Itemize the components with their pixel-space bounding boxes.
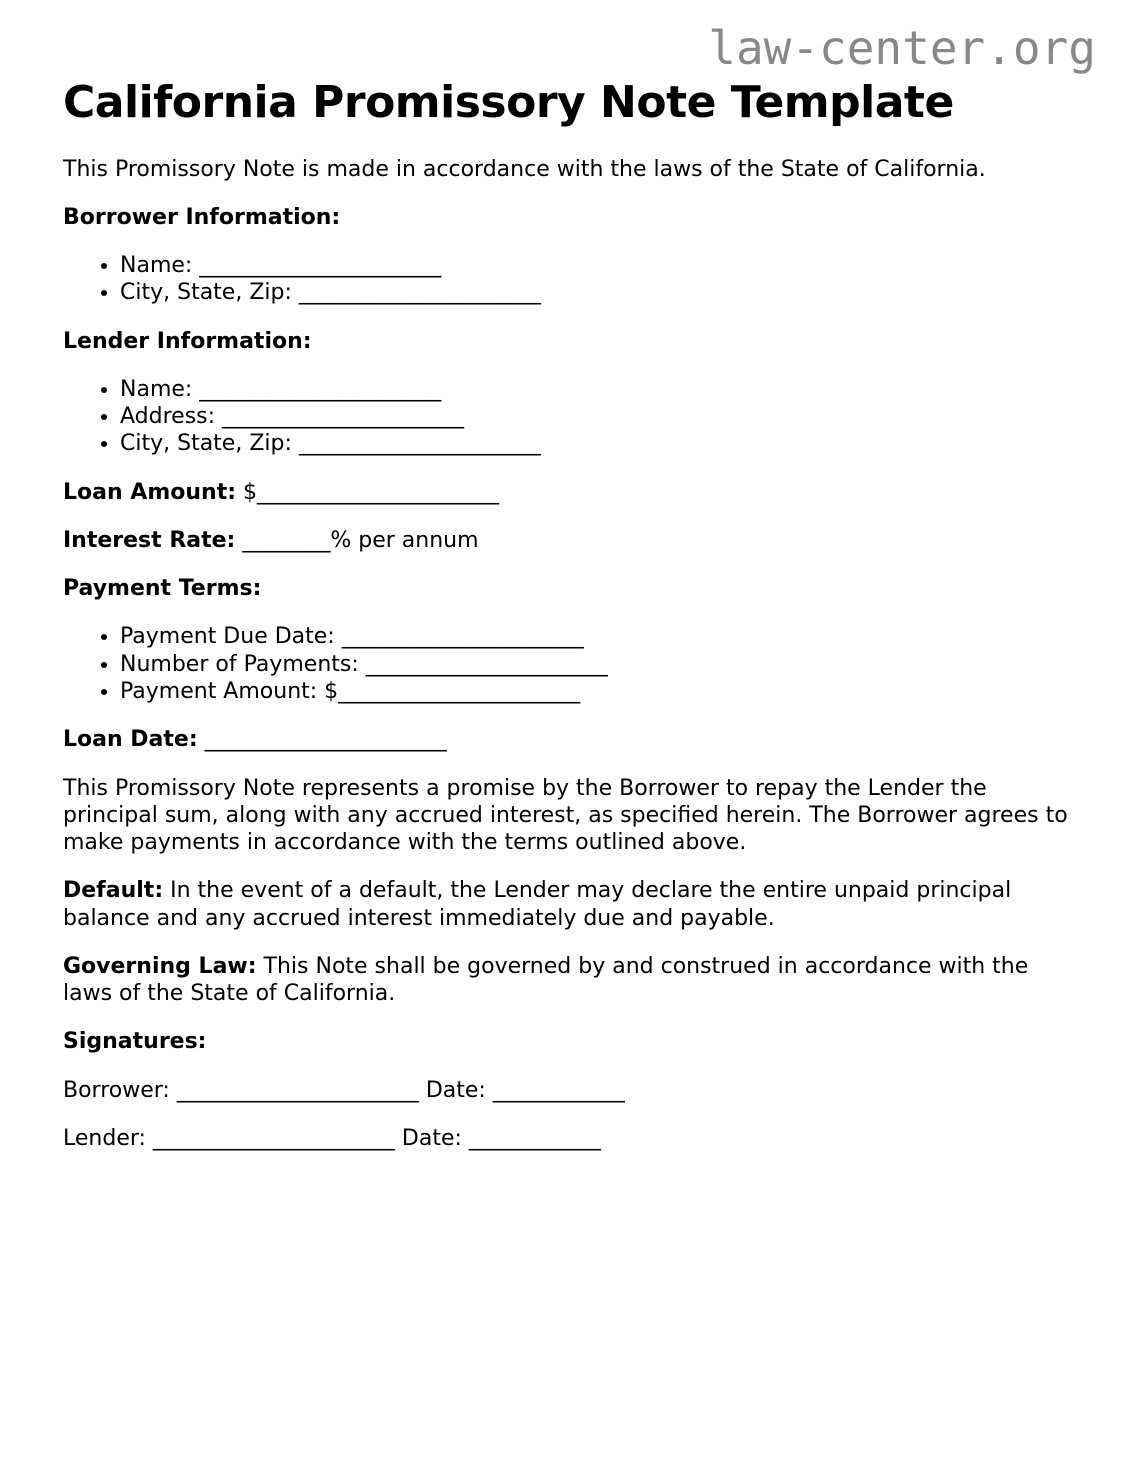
lender-info-list (63, 376, 1070, 458)
borrower-signature-line: Borrower: ______________________ Date: ____________ (63, 1077, 625, 1103)
loan-amount-blank: $______________________ (236, 479, 500, 505)
borrower-name-line: • Name: ______________________ (120, 252, 1070, 279)
site-logo: law-center.org (708, 21, 1096, 75)
default-clause-label: Default: (63, 878, 164, 904)
loan-date-blank: ______________________ (197, 727, 447, 753)
loan-amount-label: Loan Amount: (63, 479, 237, 505)
interest-rate-label: Interest Rate: (63, 527, 236, 553)
interest-rate-line (63, 527, 1070, 554)
page-title: California Promissory Note Template (63, 77, 954, 129)
payment-terms-list (63, 623, 1070, 705)
loan-date-line (63, 726, 1070, 753)
borrower-info-heading: Borrower Information: (63, 204, 341, 230)
lender-name-line: • Name: ______________________ (120, 376, 1070, 403)
governing-law-clause (63, 953, 1070, 1008)
signatures-heading: Signatures: (63, 1029, 207, 1055)
lender-signature-line: Lender: ______________________ Date: ____________ (63, 1125, 601, 1151)
loan-date-label: Loan Date: (63, 727, 198, 753)
interest-rate-blank: ________% per annum (235, 527, 479, 553)
borrower-info-list (63, 252, 1070, 307)
payment-terms-heading: Payment Terms: (63, 576, 262, 602)
lender-address-line: • Address: ______________________ (120, 403, 1070, 430)
governing-law-label: Governing Law: (63, 953, 257, 979)
intro-text: This Promissory Note is made in accordance with the laws of the State of California. (63, 156, 986, 182)
promise-paragraph: This Promissory Note represents a promise by the Borrower to repay the Lender the principal sum, along with any accrued interest, as specified herein. The Borrower agrees to make payments in accordance with the terms outlined above. (63, 775, 1068, 856)
governing-law-text: This Note shall be governed by and construed in accordance with the laws of the State of California. (63, 953, 1029, 1007)
default-clause-text: In the event of a default, the Lender may declare the entire unpaid principal balance and any accrued interest immediately due and payable. (63, 878, 1012, 931)
lender-city-state-zip-line: • City, State, Zip: ______________________ (120, 430, 1070, 457)
payment-due-date-line: • Payment Due Date: ______________________ (120, 623, 1070, 650)
borrower-city-state-zip-line: • City, State, Zip: ______________________ (120, 279, 1070, 306)
default-clause (63, 877, 1070, 932)
lender-info-heading: Lender Information: (63, 328, 312, 354)
payment-amount-line: • Payment Amount: $______________________ (120, 678, 1070, 705)
number-of-payments-line: • Number of Payments: ______________________ (120, 651, 1070, 678)
loan-amount-line (63, 479, 1070, 506)
